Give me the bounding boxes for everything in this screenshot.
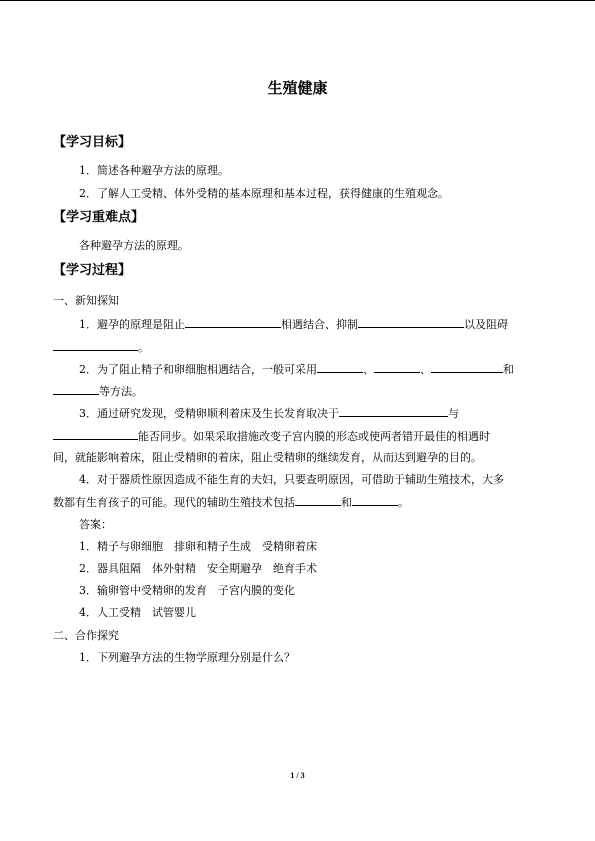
fill-blank[interactable] xyxy=(185,316,281,328)
objective-item: 2．了解人工受精、体外受精的基本原理和基本过程，获得健康的生殖观念。 xyxy=(79,187,449,200)
question-3-line-2 xyxy=(53,428,490,445)
part2-title: 二、合作探究 xyxy=(53,629,119,642)
key-points-text: 各种避孕方法的原理。 xyxy=(79,239,189,252)
fill-blank[interactable] xyxy=(53,339,138,351)
q3-text-b: 与 xyxy=(448,407,459,420)
q3-text-a: 3．通过研究发现，受精卵顺利着床及生长发育取决于 xyxy=(79,407,339,420)
key-points-heading: 【学习重难点】 xyxy=(53,210,145,225)
fill-blank[interactable] xyxy=(53,383,99,395)
q2-sep-1: 、 xyxy=(363,363,374,376)
q4-text-b: 数都有生育孩子的可能。现代的辅助生殖技术包括 xyxy=(53,496,295,509)
answer-item: 4．人工受精 试管婴儿 xyxy=(79,606,196,619)
fill-blank[interactable] xyxy=(374,361,420,373)
objective-item: 1．简述各种避孕方法的原理。 xyxy=(79,164,229,177)
question-4-line-2 xyxy=(53,494,409,511)
q2-and: 和 xyxy=(503,363,514,376)
question-1-line-1 xyxy=(79,316,508,333)
question-1-line-2 xyxy=(53,339,149,356)
question-2-line-1 xyxy=(79,361,514,378)
q4-end: 。 xyxy=(398,496,409,509)
objectives-heading: 【学习目标】 xyxy=(53,135,132,150)
question-2-line-2 xyxy=(53,383,143,400)
q2-sep-2: 、 xyxy=(420,363,431,376)
q1-end: 。 xyxy=(138,341,149,354)
answer-item: 2．器具阻隔 体外射精 安全期避孕 绝育手术 xyxy=(79,562,317,575)
document-title: 生殖健康 xyxy=(267,79,328,97)
fill-blank[interactable] xyxy=(358,316,464,328)
q4-and: 和 xyxy=(341,496,352,509)
part2-question-1: 1．下列避孕方法的生物学原理分别是什么？ xyxy=(79,651,295,664)
fill-blank[interactable] xyxy=(352,494,398,506)
fill-blank[interactable] xyxy=(295,494,341,506)
answer-item: 3．输卵管中受精卵的发育 子宫内膜的变化 xyxy=(79,584,295,597)
fill-blank[interactable] xyxy=(317,361,363,373)
answers-label: 答案： xyxy=(79,518,112,531)
answer-item: 1．精子与卵细胞 排卵和精子生成 受精卵着床 xyxy=(79,540,317,553)
question-4-line-1: 4．对于器质性原因造成不能生育的夫妇，只要查明原因，可借助于辅助生殖技术，大多 xyxy=(79,473,504,486)
fill-blank[interactable] xyxy=(53,428,138,440)
top-border-line xyxy=(0,0,595,1)
q3-text-c: 能否同步。如果采取措施改变子宫内膜的形态或使两者错开最佳的相遇时 xyxy=(138,430,490,443)
question-3-line-1 xyxy=(79,405,459,422)
q2-text-a: 2．为了阻止精子和卵细胞相遇结合，一般可采用 xyxy=(79,363,317,376)
part1-title: 一、新知探知 xyxy=(53,294,119,307)
fill-blank[interactable] xyxy=(339,405,448,417)
fill-blank[interactable] xyxy=(431,361,503,373)
q1-text-a: 1．避孕的原理是阻止 xyxy=(79,318,185,331)
page-number: 1 / 3 xyxy=(290,771,305,780)
question-3-line-3: 间，就能影响着床，阻止受精卵的着床，阻止受精卵的继续发育，从而达到避孕的目的。 xyxy=(53,451,482,464)
q1-text-b: 相遇结合、抑制 xyxy=(281,318,358,331)
q1-text-c: 以及阻碍 xyxy=(464,318,508,331)
q2-end: 等方法。 xyxy=(99,385,143,398)
process-heading: 【学习过程】 xyxy=(53,263,132,278)
